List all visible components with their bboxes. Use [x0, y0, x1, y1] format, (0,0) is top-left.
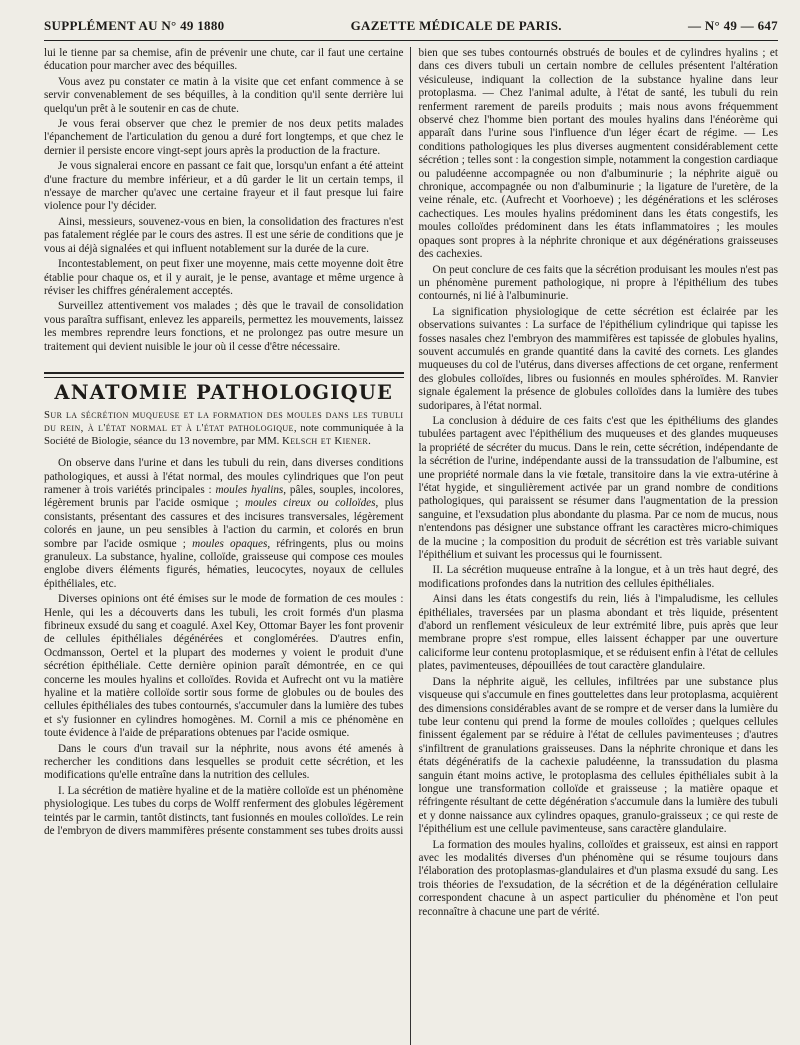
header-rule [44, 40, 778, 41]
paragraph: La formation des moules hyalins, colloïdes et graisseux, est ainsi en rapport avec les modalités diverses d'un phénomène qui se résume toujours dans l'élaboration des protoplasmas-glandulaires et d'un plasma exsudé du sang. Les trois théories de l'exsudation, de la sécrétion et de la dégénération cellulaire correspondent chacune à un aspect particulier du phénomène et l'on peut reconnaître à chacune une part de vérité. [418, 838, 778, 918]
article-title: Sur la sécrétion muqueuse et la formation des moules dans les tubuli du rein, à l'état normal et à l'état pathologique [44, 409, 404, 434]
right-column [411, 47, 779, 1045]
article-title-end: . [368, 434, 371, 447]
paragraph: On peut conclure de ces faits que la sécrétion produisant les moules n'est pas un phénomène purement pathologique, ni propre à l'épithélium des tubes contournés, ni lié à l'albuminurie. [418, 263, 778, 303]
text-run: , pâles, souples, incolores, légèrement brunis par l'acide osmique ; [44, 483, 404, 510]
paragraph: La signification physiologique de cette sécrétion est éclairée par les observations suivantes : La surface de l'épithélium cylindrique qui tapisse les fosses nasales chez l'embryon des mammifères est tapissée de globules hyalins, souvent accumulés en grande quantité dans la cavité des cornets. Les glandes muqueuses du col de l'utérus, dans diverses affections de cet organe, renferment des globules colloïdes, libres ou fusionnés en moules sphéroïdes. M. Ranvier signale également la présence de globules colloïdes dans la lumière des tubes sudoripares, à l'état normal. [418, 305, 778, 412]
paragraph: Dans le cours d'un travail sur la néphrite, nous avons été amenés à rechercher les conditions dans lesquelles se produit cette sécrétion, et les modifications qu'elle entraîne dans la nutrition des cellules. [44, 742, 404, 782]
text-run: , réfringents, plus ou moins granuleux. La substance, hyaline, colloïde, graisseuse qui compose ces moules englobe divers éléments figurés, hématies, leucocytes, noyaux de cellules épithéliales, etc. [44, 537, 404, 590]
article-authors: Kelsch et Kiener [282, 434, 369, 447]
article-source: , note communiquée à la Société de Biologie, séance du 13 novembre, par MM. [44, 421, 404, 447]
paragraph: La conclusion à déduire de ces faits c'est que les épithéliums des glandes tubulées partagent avec l'épithélium des muqueuses et des glandes muqueuses la propriété de sécréter du mucus. Dans le rein, cette sécrétion, indépendante de la sécrétion de l'urine, indépendante aussi de la transsudation de l'albumine, est une propriété normale dans la vie fœtale, transitoire dans la vie extra-utérine à l'état hygide, et singulièrement activée par un grand nombre de conditions pathologiques, qui paraissent se résumer dans l'augmentation de la pression sanguine, et l'exsudation plus abondante du plasma. Par ce nom de mucus, nous n'entendons pas désigner une substance offrant les caractères micro-chimiques de la mucine ; la composition du produit de sécrétion est très variable suivant l'épithélium et suivant les processus qui le fournissent. [418, 414, 778, 562]
paragraph: Ainsi, messieurs, souvenez-vous en bien, la consolidation des fractures n'est pas fatalement réglée par le cours des astres. Il est une série de conditions que je vous ai déjà signalées et qui influent notablement sur la durée de la cure. [44, 215, 404, 255]
paragraph: bien que ses tubes contournés obstrués de boules et de cylindres hyalins ; et dans ces divers tubuli un certain nombre de cellules présentent l'altération vésiculeuse, indiquant la collection de la substance hyaline dans leur protoplasma. — Chez l'animal adulte, à l'état de santé, les tubuli du rein renferment rarement de pareils produits ; mais nous avons fréquemment observé chez l'homme bien portant des moules hyalins dans l'énéorème qui apparaît dans l'urine sous l'influence d'un léger écart de régime. — Les conditions pathologiques les plus diverses augmentent considérablement cette sécrétion ; telles sont : la congestion simple, notamment la congestion cardiaque ou paludéenne accompagnée ou non d'albuminurie ; la néphrite aiguë ou chronique, accompagnée ou non d'albuminurie ; la ligature de l'uretère, de la veine rénale, etc. (Aufrecht et Voorhoeve) ; les dégénérations et les scléroses cachectiques. Les moules hyalins prédominent dans les états congestifs, les moules colloïdes prédominent dans les états inflammatoires ; les moules opaques sont propres à la néphrite chronique et aux dégénérations graisseuses des cachexies. [418, 47, 778, 261]
section-title: ANATOMIE PATHOLOGIQUE [54, 380, 394, 404]
paragraph [44, 457, 404, 591]
text-columns [44, 47, 778, 1045]
text-run: On observe dans l'urine et dans les tubuli du rein, dans diverses conditions pathologiques, et aussi à l'état normal, des moules cylindriques que l'on peut ramener à trois variétés principales : [44, 457, 404, 496]
paragraph: I. La sécrétion de matière hyaline et de la matière colloïde est un phénomène physiologique. Les tubes du corps de Wolff renferment des globules légèrement teintés par le carmin, tantôt distincts, tant fusionnés en moules colloïdes. Le rein de l'embryon de divers mammifères présente constamment ses tubes droits aussi [44, 784, 404, 838]
left-column [44, 47, 411, 1045]
paragraph: Diverses opinions ont été émises sur le mode de formation de ces moules : Henle, qui les a découverts dans les tubuli, les croit formés d'un plasma fibrineux exsudé du sang et coagulé. Axel Key, Ottomar Bayer les font provenir de cellules épithéliales dégénérées et conglomérées. D'autres enfin, Ocdmansson, Oertel et la plupart des modernes y voient le produit d'une sécrétion épithéliale. Cette dernière opinion paraît démontrée, en ce qui concerne les moules hyalins et colloïdes. Rovida et Aufrecht ont vu la matière hyaline et la matière colloïde sortir sous forme de globules ou de boules des cellules épithéliales des tubes contournés, s'accumuler dans la lumière des tubes et s'y fusionner en cylindres homogènes. M. Cornil a mis ce phénomène en toute évidence à l'aide de préparations obtenues par l'acide osmique. [44, 593, 404, 740]
paragraph: Je vous signalerai encore en passant ce fait que, lorsqu'un enfant a été atteint d'une fracture du membre inférieur, et a dû garder le lit un certain temps, il n'essaye de marcher qu'avec une certaine frayeur et il faut presque lui faire violence pour l'y décider. [44, 160, 404, 213]
page-header [44, 18, 778, 36]
header-supplement: SUPPLÉMENT AU N° 49 1880 [44, 18, 225, 33]
paragraph: Surveillez attentivement vos malades ; dès que le travail de consolidation vous paraîtra suffisant, enlevez les appareils, permettez les mouvements, laissez les membres reprendre leurs fonctions, et ne prolongez pas outre mesure un traitement qui devient nuisible le jour où il cesse d'être nécessaire. [44, 300, 404, 353]
paragraph: Je vous ferai observer que chez le premier de nos deux petits malades l'épanchement de l'articulation du genou a duré fort longtemps, et que chez le dernier il persiste encore vingt-sept jours après la production de la fracture. [44, 118, 404, 157]
paragraph: Vous avez pu constater ce matin à la visite que cet enfant commence à se servir convenablement de ses béquilles, à la condition qu'il sente derrière lui quelqu'un prêt à le soutenir en cas de chute. [44, 75, 404, 115]
term-moules-hyalins: moules hyalins [215, 483, 284, 496]
paragraph: II. La sécrétion muqueuse entraîne à la longue, et à un très haut degré, des modifications profondes dans la nutrition des cellules épithéliales. [418, 564, 778, 590]
header-page-number: — N° 49 — 647 [688, 18, 778, 33]
paragraph: Incontestablement, on peut fixer une moyenne, mais cette moyenne doit être établie pour chaque os, et il y aurait, je le pense, avantage et même urgence à réviser les chiffres généralement acceptés. [44, 258, 404, 297]
text-run: , plus consistants, présentant des cassures et des incisures transversales, légèrement colorés en jaune, un peu sensibles à l'action du carmin, et colorés en brun sombre par l'acide osmique ; [44, 497, 404, 550]
header-journal-title: GAZETTE MÉDICALE DE PARIS. [350, 18, 562, 33]
term-moules-opaques: moules opaques [192, 537, 268, 550]
paragraph: Ainsi dans les états congestifs du rein, liés à l'impaludisme, les cellules épithéliales, traversées par un plasma abondant et très liquide, présentent d'abord un renflement vésiculeux de leur extrémité libre, puis après que leur membrane propre s'est rompue, elles laissent échapper par une ouverture caliciforme leur contenu protoplasmique, et se réduisent enfin à l'état de cellules plates, pavimenteuses, dépouillées de tout caractère glandulaire. [418, 593, 778, 673]
article-heading [44, 409, 404, 447]
section-rule [44, 372, 404, 374]
term-moules-cireux: moules cireux ou colloïdes [245, 497, 376, 510]
paragraph: Dans la néphrite aiguë, les cellules, infiltrées par une substance plus visqueuse qui s'accumule en fines gouttelettes dans leur protoplasma, acquièrent des dimensions considérables avant de se rompre et de verser dans la lumière du tube leur contenu qui prend la forme de moules colloïdes ; quelques cellules finissent également par se réduire à l'état de cellules pavimenteuses ; d'autres s'infiltrent de granulations graisseuses. Dans la néphrite chronique et dans les états dégénératifs de la cachexie paludéenne, la transsudation du plasma sanguin étant moins active, le protoplasma des cellules épithéliales subit à la longue une transformation colloïde et graisseuse ; la matière opaque et réfringente résultant de cette dégénération s'accumule dans la lumière des tubuli et y donne naissance aux cylindres opaques, granulo-graisseux ; ce qui reste de l'épithélium est une cellule pavimenteuse, sans caractère glandulaire. [418, 675, 778, 836]
section-rule-thin [44, 377, 404, 378]
paragraph: lui le tienne par sa chemise, afin de prévenir une chute, car il faut une certaine éducation pour marcher avec des béquilles. [44, 47, 404, 73]
